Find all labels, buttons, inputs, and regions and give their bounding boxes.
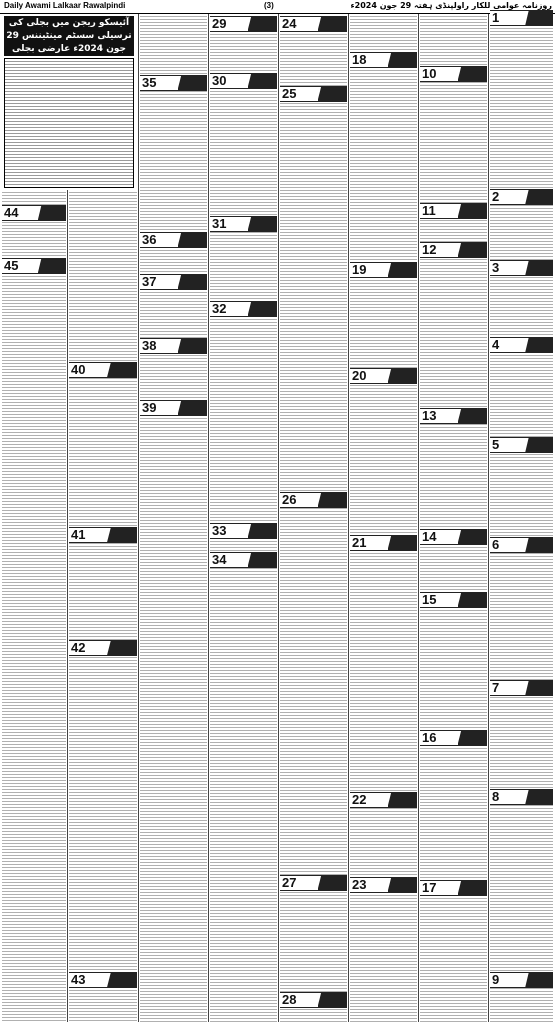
- notice-box-28: [280, 992, 347, 1008]
- notice-label: [248, 217, 277, 231]
- notice-label: [525, 190, 553, 204]
- notice-label: [318, 876, 347, 890]
- notice-label: [525, 11, 553, 25]
- notice-label: [388, 878, 417, 892]
- notice-label: [318, 493, 347, 507]
- notice-box-45: [2, 258, 66, 274]
- notice-box-2: [490, 189, 553, 205]
- notice-number: 19: [352, 262, 367, 277]
- notice-number: 45: [4, 258, 19, 273]
- notice-label: [38, 206, 66, 220]
- headline-banner: [4, 16, 134, 56]
- notice-number: 21: [352, 535, 367, 550]
- notice-label: [525, 338, 553, 352]
- notice-label: [178, 76, 207, 90]
- column-8: [490, 14, 553, 1022]
- notice-box-19: [350, 262, 417, 278]
- notice-number: 25: [282, 86, 297, 101]
- notice-number: 6: [492, 537, 500, 552]
- notice-label: [458, 243, 487, 257]
- notice-number: 28: [282, 992, 297, 1007]
- banner-line-2: جون 2024ء عارضی بجلی: [11, 44, 127, 54]
- notice-box-16: [420, 730, 487, 746]
- notice-label: [248, 524, 277, 538]
- notice-box-43: [69, 972, 137, 988]
- notice-box-14: [420, 529, 487, 545]
- notice-label: [248, 74, 277, 88]
- notice-number: 11: [422, 203, 436, 218]
- column-rule: [418, 14, 419, 1022]
- notice-box-18: [350, 52, 417, 68]
- notice-label: [388, 536, 417, 550]
- notice-number: 39: [142, 400, 157, 415]
- notice-number: 23: [352, 877, 367, 892]
- notice-label: [525, 790, 553, 804]
- notice-number: 13: [422, 408, 437, 423]
- notice-box-3: [490, 260, 553, 276]
- notice-box-29: [210, 16, 277, 32]
- notice-box-5: [490, 437, 553, 453]
- notice-number: 26: [282, 492, 297, 507]
- notice-number: 38: [142, 338, 157, 353]
- notice-box-38: [140, 338, 207, 354]
- notice-label: [525, 538, 553, 552]
- notice-label: [178, 275, 207, 289]
- column-rule: [138, 14, 139, 1022]
- notice-box-8: [490, 789, 553, 805]
- notice-label: [178, 233, 207, 247]
- notice-box-32: [210, 301, 277, 317]
- column-rule: [208, 14, 209, 1022]
- notice-label: [38, 259, 66, 273]
- notice-label: [248, 302, 277, 316]
- notice-number: 27: [282, 875, 297, 890]
- notice-number: 24: [282, 16, 297, 31]
- notice-number: 37: [142, 274, 157, 289]
- notice-number: 9: [492, 972, 500, 987]
- page-number: (3): [264, 1, 274, 10]
- notice-label: [458, 530, 487, 544]
- notice-box-20: [350, 368, 417, 384]
- notice-box-17: [420, 880, 487, 896]
- notice-label: [458, 881, 487, 895]
- notice-number: 33: [212, 523, 227, 538]
- notice-box-35: [140, 75, 207, 91]
- notice-box-21: [350, 535, 417, 551]
- notice-box-44: [2, 205, 66, 221]
- banner-line-1: آئیسکو ریجن میں بجلی کی ترسیلی سسٹم مینٹیننس 29: [6, 18, 132, 41]
- notice-label: [388, 793, 417, 807]
- notice-box-31: [210, 216, 277, 232]
- notice-label: [178, 401, 207, 415]
- notice-number: 14: [422, 529, 437, 544]
- notice-label: [318, 17, 347, 31]
- column-3: [140, 14, 207, 1022]
- notice-label: [525, 681, 553, 695]
- column-1: [2, 190, 66, 1022]
- notice-number: 5: [492, 437, 500, 452]
- notice-number: 20: [352, 368, 367, 383]
- notice-box-12: [420, 242, 487, 258]
- notice-number: 22: [352, 792, 367, 807]
- notice-number: 8: [492, 789, 500, 804]
- notice-box-9: [490, 972, 553, 988]
- notice-number: 1: [492, 10, 500, 25]
- notice-number: 29: [212, 16, 227, 31]
- notice-number: 36: [142, 232, 157, 247]
- notice-number: 32: [212, 301, 227, 316]
- notice-box-37: [140, 274, 207, 290]
- notice-box-41: [69, 527, 137, 543]
- column-7: [420, 14, 487, 1022]
- notice-number: 41: [71, 527, 86, 542]
- notice-box-34: [210, 552, 277, 568]
- column-5: [280, 14, 347, 1022]
- notice-label: [388, 369, 417, 383]
- notice-box-33: [210, 523, 277, 539]
- notice-number: 34: [212, 552, 227, 567]
- column-rule: [488, 14, 489, 1022]
- notice-label: [388, 53, 417, 67]
- column-rule: [348, 14, 349, 1022]
- notice-label: [107, 363, 137, 377]
- masthead-date: روزنامہ عوامی للکار راولپنڈی ہفتہ 29 جون 2024ء: [350, 1, 552, 10]
- notice-box-22: [350, 792, 417, 808]
- notice-label: [318, 993, 347, 1007]
- notice-number: 15: [422, 592, 437, 607]
- notice-box-39: [140, 400, 207, 416]
- notice-box-4: [490, 337, 553, 353]
- notice-box-23: [350, 877, 417, 893]
- notice-number: 30: [212, 73, 227, 88]
- notice-box-24: [280, 16, 347, 32]
- notice-label: [107, 528, 137, 542]
- notice-box-10: [420, 66, 487, 82]
- notice-number: 18: [352, 52, 367, 67]
- notice-box-25: [280, 86, 347, 102]
- notice-box-7: [490, 680, 553, 696]
- notice-label: [458, 409, 487, 423]
- notice-number: 44: [4, 205, 19, 220]
- notice-label: [248, 553, 277, 567]
- notice-label: [458, 593, 487, 607]
- notice-number: 2: [492, 189, 500, 204]
- column-rule: [278, 14, 279, 1022]
- column-6: [350, 14, 417, 1022]
- notice-box-40: [69, 362, 137, 378]
- notice-label: [178, 339, 207, 353]
- notice-number: 42: [71, 640, 86, 655]
- notice-box-13: [420, 408, 487, 424]
- notice-number: 7: [492, 680, 500, 695]
- notice-label: [525, 973, 553, 987]
- notice-box-30: [210, 73, 277, 89]
- notice-number: 12: [422, 242, 437, 257]
- notice-box-15: [420, 592, 487, 608]
- column-4: [210, 14, 277, 1022]
- notice-box-27: [280, 875, 347, 891]
- page-header: [0, 0, 555, 14]
- notice-number: 16: [422, 730, 437, 745]
- banner-notice-text: [4, 58, 134, 188]
- notice-number: 17: [422, 880, 437, 895]
- notice-number: 4: [492, 337, 500, 352]
- notice-label: [388, 263, 417, 277]
- newspaper-name: Daily Awami Lalkaar Rawalpindi: [4, 1, 126, 10]
- notice-label: [107, 973, 137, 987]
- notice-box-11: [420, 203, 487, 219]
- notice-box-6: [490, 537, 553, 553]
- notice-box-36: [140, 232, 207, 248]
- notice-number: 10: [422, 66, 437, 81]
- notice-number: 31: [212, 216, 227, 231]
- notice-label: [318, 87, 347, 101]
- column-2: [69, 190, 137, 1022]
- notice-box-1: [490, 10, 553, 26]
- notice-label: [525, 261, 553, 275]
- notice-label: [107, 641, 137, 655]
- notice-number: 40: [71, 362, 86, 377]
- notice-number: 3: [492, 260, 500, 275]
- notice-label: [458, 731, 487, 745]
- notice-number: 43: [71, 972, 86, 987]
- notice-label: [458, 204, 487, 218]
- notice-label: [458, 67, 487, 81]
- notice-number: 35: [142, 75, 157, 90]
- notice-box-42: [69, 640, 137, 656]
- notice-box-26: [280, 492, 347, 508]
- notice-label: [248, 17, 277, 31]
- notice-label: [525, 438, 553, 452]
- column-rule: [67, 190, 68, 1022]
